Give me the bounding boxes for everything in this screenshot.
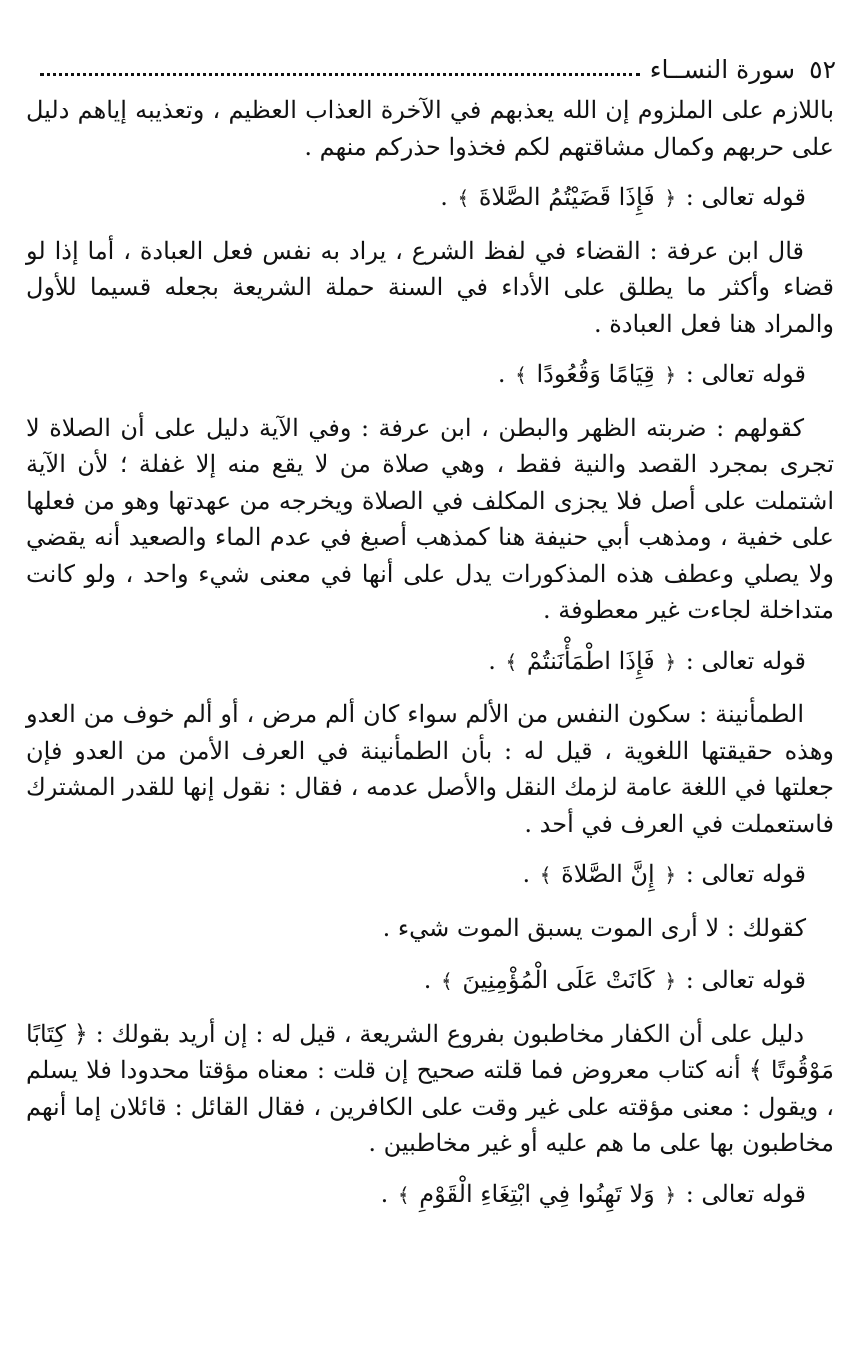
verse-heading-prefix: قوله تعالى :: [685, 860, 806, 888]
quran-verse-text: قِيَامًا وَقُعُودًا: [528, 360, 663, 388]
ornate-bracket-open: ﴿: [664, 186, 677, 210]
commentary-paragraph: دليل على أن الكفار مخاطبون بفروع الشريعة ، قيل له : إن أريد بقولك : ﴿ كِتَابًا مَوْقُوتًا ﴾ أنه كتاب معروض فما قلته صحيح إن قلت : معناه مؤقتا محدودا فلا يسلم ، ويقول : معنى مؤقته على غير وقت على الكافرين ، فقال القائل : قائلان إما أنهم مخاطبون بها على ما هم عليه أو غير مخاطبين .: [26, 1019, 834, 1157]
ornate-bracket-close: ﴾: [539, 863, 552, 887]
page-body: [26, 92, 834, 1229]
verse-heading-prefix: قوله تعالى :: [685, 360, 806, 388]
commentary-paragraph: باللازم على الملزوم إن الله يعذبهم في الآخرة العذاب العظيم ، وتعذيبه إياهم دليل على حربهم وكمال مشاقتهم لكم فخذوا حذركم منهم .: [26, 96, 834, 161]
commentary-paragraph: قال ابن عرفة : القضاء في لفظ الشرع ، يراد به نفس فعل العبادة ، أما إذا لو قضاء وأكثر ما يطلق على الأداء في السنة حملة الشريعة بجعله قسيما للأول والمراد هنا فعل العبادة .: [26, 236, 834, 338]
ornate-bracket-open: ﴿: [664, 649, 677, 674]
verse-heading: [26, 962, 834, 1000]
verse-heading: [26, 643, 834, 681]
verse-heading-period: .: [440, 183, 456, 211]
commentary-paragraph: الطمأنينة : سكون النفس من الألم سواء كان ألم مرض ، أو ألم خوف من العدو وهذه حقيقتها اللغوية ، قيل له : بأن الطمأنينة في العرف الأمن من العدو فإن جعلتها في اللغة عامة لزمك النقل والأصل عدمه ، فقال : نقول إنها للقدر المشترك فاستعملت في العرف في أحد .: [26, 700, 834, 838]
quran-verse-text: فَإِذَا اطْمَأْنَنتُمْ: [519, 646, 663, 675]
ornate-bracket-open: ﴿: [664, 863, 677, 887]
verse-heading-prefix: كقولك : لا أرى الموت يسبق الموت شيء .: [382, 913, 806, 942]
ornate-bracket-open: ﴿: [664, 363, 677, 387]
verse-heading-period: .: [497, 360, 514, 388]
quran-verse-text: إِنَّ الصَّلاةَ: [553, 860, 663, 888]
verse-heading-prefix: قوله تعالى :: [685, 1179, 806, 1208]
quran-verse-text: كَانَتْ عَلَى الْمُؤْمِنِينَ: [454, 966, 663, 994]
verse-heading: [26, 910, 834, 947]
verse-heading: [26, 1176, 834, 1214]
header-dotted-leader: [40, 73, 640, 76]
ornate-bracket-close: ﴾: [515, 363, 527, 387]
verse-heading-prefix: قوله تعالى :: [685, 183, 806, 211]
commentary-paragraph: كقولهم : ضربته الظهر والبطن ، ابن عرفة : وفي الآية دليل على أن الصلاة لا تجرى بمجرد القصد والنية فقط ، وهي صلاة من لا يقع منه إلا غفلة ؛ لأن الآية اشتملت على أصل فلا يجزى المكلف في الصلاة ويخرجه من عهدتها وهو من فعلها على خفية ، ومذهب أبي حنيفة هنا كمذهب أصبغ في عدم الماء والصعيد أنه يقضي ولا يصلي وعطف هذه المذكورات يدل على أنها في معنى شيء واحد ، ولو كانت متداخلة لجاءت غير معطوفة .: [26, 413, 834, 624]
verse-heading: [26, 179, 834, 217]
quran-verse-text: وَلا تَهِنُوا فِي ابْتِغَاءِ الْقَوْمِ: [411, 1179, 663, 1208]
verse-heading: [26, 856, 834, 894]
page-number: ٥٢: [809, 54, 836, 84]
verse-heading-prefix: قوله تعالى :: [685, 646, 806, 675]
verse-heading-period: .: [488, 646, 504, 675]
verse-heading-period: .: [522, 860, 538, 888]
page-header: [40, 50, 836, 88]
ornate-bracket-close: ﴾: [397, 1182, 410, 1207]
ornate-bracket-close: ﴾: [505, 649, 518, 674]
quran-verse-text: فَإِذَا قَضَيْتُمُ الصَّلاةَ: [471, 183, 663, 211]
ornate-bracket-close: ﴾: [457, 186, 470, 210]
verse-heading: [26, 356, 834, 394]
ornate-bracket-open: ﴿: [664, 1182, 677, 1207]
verse-heading-prefix: قوله تعالى :: [685, 966, 806, 994]
ornate-bracket-close: ﴾: [441, 969, 453, 993]
ornate-bracket-open: ﴿: [664, 969, 677, 993]
verse-heading-period: .: [423, 966, 439, 994]
verse-heading-period: .: [380, 1179, 396, 1208]
surah-title: سورة النســاء: [649, 54, 796, 84]
